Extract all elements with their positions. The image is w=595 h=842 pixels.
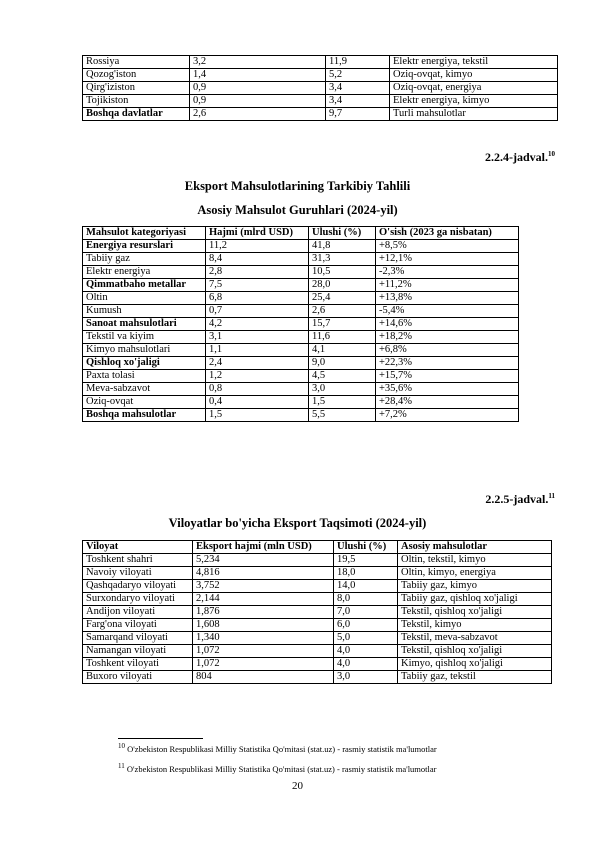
row-label-cell: Energiya resurslari [83,240,206,253]
table-subtitle: Asosiy Mahsulot Guruhlari (2024-yil) [197,203,398,217]
table-row [83,331,519,344]
table-row [83,318,519,331]
row-label-cell: Andijon viloyati [83,606,193,619]
table-cell: Oziq-ovqat, energiya [390,82,558,95]
row-label-cell: Paxta tolasi [83,370,206,383]
table-cell: Tekstil, qishloq xo'jaligi [398,606,552,619]
table-cell: -2,3% [376,266,519,279]
column-header: O'sish (2023 ga nisbatan) [376,227,519,240]
table-label-2-2-4: 2.2.4-jadval.$^{10}$ [485,150,555,164]
region-export-table [82,540,552,684]
row-label-cell: Samarqand viloyati [83,632,193,645]
table-row [83,95,558,108]
table-row [83,357,519,370]
table-cell: +8,5% [376,240,519,253]
column-header: Mahsulot kategoriyasi [83,227,206,240]
column-header: Ulushi (%) [334,541,398,554]
table-cell: 4,5 [309,370,376,383]
table-cell: 1,876 [193,606,334,619]
table-header-row [83,541,552,554]
row-label-cell: Boshqa mahsulotlar [83,409,206,422]
table-cell: 2,4 [206,357,309,370]
table-cell: +35,6% [376,383,519,396]
table-row [83,632,552,645]
table-cell: 9,0 [309,357,376,370]
table-cell: 7,0 [334,606,398,619]
column-header: Viloyat [83,541,193,554]
table-cell: Oltin, kimyo, energiya [398,567,552,580]
table-cell: Tabiiy gaz, qishloq xo'jaligi [398,593,552,606]
table-cell: 0,8 [206,383,309,396]
table-title: Eksport Mahsulotlarining Tarkibiy Tahlili [184,179,411,193]
table-row [83,82,558,95]
table-cell: 10,5 [309,266,376,279]
table-cell: 6,0 [334,619,398,632]
table-cell: 1,5 [206,409,309,422]
table-cell: 31,3 [309,253,376,266]
table-cell: 1,2 [206,370,309,383]
table-cell: Elektr energiya, kimyo [390,95,558,108]
table-cell: 3,4 [326,95,390,108]
table-cell: 2,8 [206,266,309,279]
table-cell: 15,7 [309,318,376,331]
table-cell: +12,1% [376,253,519,266]
row-label-cell: Farg'ona viloyati [83,619,193,632]
table-cell: 11,6 [309,331,376,344]
table-cell: 18,0 [334,567,398,580]
row-label-cell: Boshqa davlatlar [83,108,190,121]
table-cell: 2,144 [193,593,334,606]
table-cell: 5,5 [309,409,376,422]
table-cell: 0,9 [190,82,326,95]
table-row [83,240,519,253]
table-cell: Oziq-ovqat, kimyo [390,69,558,82]
row-label-cell: Buxoro viloyati [83,671,193,684]
row-label-cell: Qashqadaryo viloyati [83,580,193,593]
row-label-cell: Oltin [83,292,206,305]
footnote-10: $^{10}$ O'zbekiston Respublikasi Milliy Statistika Qo'mitasi (stat.uz) - rasmiy statistik ma'lumotlar [118,742,437,754]
table-cell: 3,752 [193,580,334,593]
table-row [83,567,552,580]
table-cell: 4,1 [309,344,376,357]
table-cell: -5,4% [376,305,519,318]
table-row [83,658,552,671]
row-label-cell: Oziq-ovqat [83,396,206,409]
row-label-cell: Kumush [83,305,206,318]
table-row [83,606,552,619]
table-row [83,593,552,606]
row-label-cell: Surxondaryo viloyati [83,593,193,606]
table-cell: 2,6 [190,108,326,121]
table-cell: 3,0 [334,671,398,684]
table-cell: 3,2 [190,56,326,69]
table-cell: Tekstil, qishloq xo'jaligi [398,645,552,658]
table-cell: 0,4 [206,396,309,409]
row-label-cell: Tabiiy gaz [83,253,206,266]
table-title: Viloyatlar bo'yicha Eksport Taqsimoti (2024-yil) [168,516,427,530]
row-label-cell: Namangan viloyati [83,645,193,658]
row-label-cell: Meva-sabzavot [83,383,206,396]
table-row [83,305,519,318]
table-cell: Oltin, tekstil, kimyo [398,554,552,567]
country-export-table [82,55,558,121]
table-cell: 1,4 [190,69,326,82]
table-row [83,645,552,658]
table-cell: 3,0 [309,383,376,396]
table-cell: 25,4 [309,292,376,305]
table-cell: 9,7 [326,108,390,121]
table-cell: +11,2% [376,279,519,292]
column-header: Hajmi (mlrd USD) [206,227,309,240]
table-cell: +15,7% [376,370,519,383]
row-label-cell: Toshkent shahri [83,554,193,567]
table-row [83,279,519,292]
footnote-11: $^{11}$ O'zbekiston Respublikasi Milliy Statistika Qo'mitasi (stat.uz) - rasmiy statistik ma'lumotlar [118,762,437,774]
row-label-cell: Kimyo mahsulotlari [83,344,206,357]
table-cell: 1,1 [206,344,309,357]
row-label-cell: Qishloq xo'jaligi [83,357,206,370]
table-cell: 8,4 [206,253,309,266]
row-label-cell: Rossiya [83,56,190,69]
table-cell: 3,1 [206,331,309,344]
row-label-cell: Sanoat mahsulotlari [83,318,206,331]
table-cell: 1,072 [193,658,334,671]
table-cell: +7,2% [376,409,519,422]
table-cell: +22,3% [376,357,519,370]
table-cell: 0,9 [190,95,326,108]
table-row [83,253,519,266]
table-cell: 4,816 [193,567,334,580]
table-cell: +6,8% [376,344,519,357]
table-row [83,671,552,684]
table-cell: 11,9 [326,56,390,69]
product-structure-table [82,226,519,422]
row-label-cell: Qimmatbaho metallar [83,279,206,292]
table-cell: +18,2% [376,331,519,344]
table-cell: +14,6% [376,318,519,331]
row-label-cell: Navoiy viloyati [83,567,193,580]
table-row [83,370,519,383]
row-label-cell: Qirg'iziston [83,82,190,95]
row-label-cell: Elektr energiya [83,266,206,279]
table-row [83,580,552,593]
table-row [83,292,519,305]
table-cell: 1,608 [193,619,334,632]
column-header: Eksport hajmi (mln USD) [193,541,334,554]
column-header: Ulushi (%) [309,227,376,240]
table-row [83,554,552,567]
row-label-cell: Tekstil va kiyim [83,331,206,344]
table-row [83,383,519,396]
table-cell: 19,5 [334,554,398,567]
table-cell: Tekstil, kimyo [398,619,552,632]
table-cell: Elektr energiya, tekstil [390,56,558,69]
table-cell: 14,0 [334,580,398,593]
footnote-divider [118,738,203,739]
table-cell: 5,0 [334,632,398,645]
table-cell: 8,0 [334,593,398,606]
table-cell: 1,340 [193,632,334,645]
table-cell: 5,2 [326,69,390,82]
column-header: Asosiy mahsulotlar [398,541,552,554]
table-cell: 4,0 [334,658,398,671]
row-label-cell: Qozog'iston [83,69,190,82]
table-cell: 6,8 [206,292,309,305]
table-cell: 3,4 [326,82,390,95]
table-cell: +13,8% [376,292,519,305]
table-cell: 1,072 [193,645,334,658]
table-row [83,69,558,82]
table-cell: Tabiiy gaz, kimyo [398,580,552,593]
table-cell: 804 [193,671,334,684]
table-row [83,56,558,69]
table-row [83,396,519,409]
table-cell: 5,234 [193,554,334,567]
page-number: 20 [292,780,303,792]
table-row [83,108,558,121]
table-cell: 2,6 [309,305,376,318]
table-cell: 4,2 [206,318,309,331]
table-label-2-2-5: 2.2.5-jadval.$^{11}$ [485,492,555,506]
table-cell: Tekstil, meva-sabzavot [398,632,552,645]
table-row [83,619,552,632]
table-cell: Turli mahsulotlar [390,108,558,121]
table-cell: 4,0 [334,645,398,658]
table-cell: +28,4% [376,396,519,409]
table-cell: 11,2 [206,240,309,253]
table-cell: Kimyo, qishloq xo'jaligi [398,658,552,671]
table-cell: Tabiiy gaz, tekstil [398,671,552,684]
table-header-row [83,227,519,240]
table-row [83,409,519,422]
table-cell: 41,8 [309,240,376,253]
row-label-cell: Toshkent viloyati [83,658,193,671]
table-row [83,344,519,357]
table-cell: 7,5 [206,279,309,292]
table-row [83,266,519,279]
table-cell: 28,0 [309,279,376,292]
table-cell: 0,7 [206,305,309,318]
row-label-cell: Tojikiston [83,95,190,108]
table-cell: 1,5 [309,396,376,409]
